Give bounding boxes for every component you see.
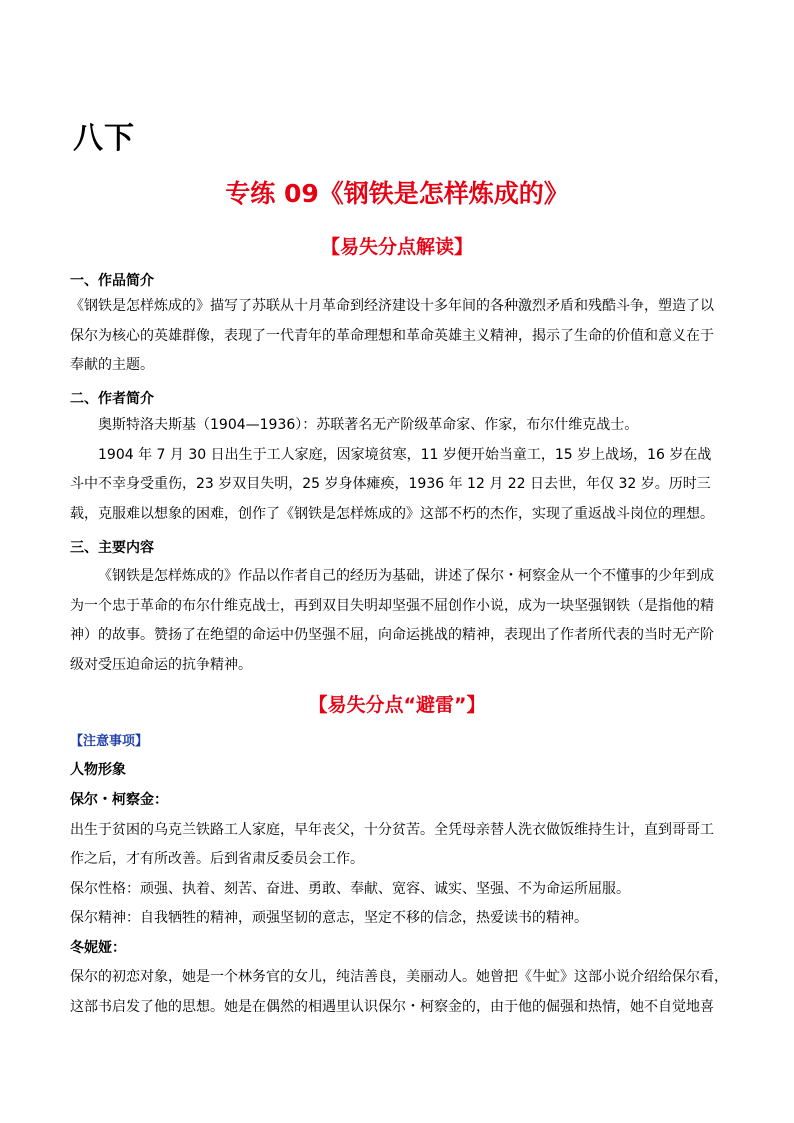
page-title: 专练 09《钢铁是怎样炼成的》 — [225, 179, 569, 208]
character-name-tonya: 冬妮娅： — [70, 940, 126, 956]
heading-work-intro: 一、作品简介 — [70, 273, 154, 289]
pavel-spirit: 保尔精神：自我牺牲的精神，顽强坚韧的意志，坚定不移的信念，热爱读书的精神。 — [70, 910, 588, 926]
author-intro-text-1: 奥斯特洛夫斯基（1904—1936）：苏联著名无产阶级革命家、作家，布尔什维克战士。 — [98, 417, 639, 433]
author-intro-text-2: 1904 年 7 月 30 日出生于工人家庭，因家境贫寒，11 岁便开始当童工，15 岁上战场，16 岁在战斗中不幸身受重伤，23 岁双目失明，25 岁身体瘫痪，1936 年 12 月 22 日去世，年仅 32 岁。历时三载，克服难以想象的困难，创作了《钢铁是怎样炼成的》这部不朽的杰作，实现了重返战斗岗位的理想。 — [70, 446, 714, 522]
section-title-avoid-mistakes: 【易失分点“避雷”】 — [308, 694, 486, 716]
character-name-pavel: 保尔・柯察金： — [70, 792, 168, 808]
heading-main-content: 三、主要内容 — [70, 540, 154, 556]
paragraph-main-content — [70, 562, 720, 680]
pavel-traits: 保尔性格：顽强、执着、刻苦、奋进、勇敢、奉献、宽容、诚实、坚强、不为命运所屈服。 — [70, 881, 630, 897]
pavel-bio-line-1: 出生于贫困的乌克兰铁路工人家庭，早年丧父，十分贫苦。全凭母亲替人洗衣做饭维持生计，直到哥哥工 — [70, 822, 714, 838]
tonya-bio-line-1: 保尔的初恋对象，她是一个林务官的女儿，纯洁善良，美丽动人。她曾把《牛虻》这部小说介绍给保尔看， — [70, 969, 728, 985]
characters-heading: 人物形象 — [70, 762, 126, 778]
main-content-text: 《钢铁是怎样炼成的》作品以作者自己的经历为基础，讲述了保尔・柯察金从一个不懂事的少年到成为一个忠于革命的布尔什维克战士，再到双目失明却坚强不屈创作小说，成为一块坚强钢铁（是指他的精神）的故事。赞扬了在绝望的命运中仍坚强不屈，向命运挑战的精神，表现出了作者所代表的当时无产阶级对受压迫命运的抗争精神。 — [70, 568, 714, 673]
paragraph-author-intro — [70, 411, 720, 529]
notice-label: 【注意事项】 — [70, 734, 149, 749]
tonya-bio-line-2: 这部书启发了他的思想。她是在偶然的相遇里认识保尔・柯察金的，由于他的倔强和热情，她不自觉地喜 — [70, 999, 714, 1015]
work-intro-text: 《钢铁是怎样炼成的》描写了苏联从十月革命到经济建设十多年间的各种激烈矛盾和残酷斗争，塑造了以保尔为核心的英雄群像，表现了一代青年的革命理想和革命英雄主义精神，揭示了生命的价值和意义在于奉献的主题。 — [70, 298, 714, 373]
pavel-bio-line-2: 作之后，才有所改善。后到省肃反委员会工作。 — [70, 851, 364, 867]
heading-author-intro: 二、作者简介 — [70, 391, 154, 407]
grade-label: 八下 — [73, 121, 135, 156]
paragraph-work-intro — [70, 292, 720, 381]
section-title-analysis: 【易失分点解读】 — [320, 236, 473, 258]
